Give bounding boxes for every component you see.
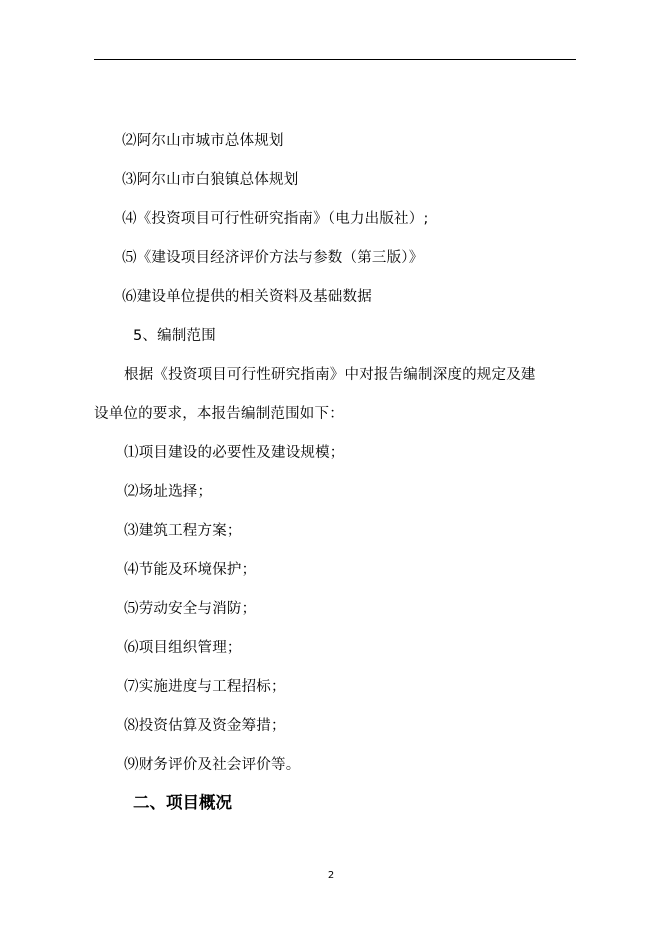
reference-item-6: ⑹建设单位提供的相关资料及基础数据	[122, 289, 372, 305]
reference-item-3: ⑶阿尔山市白狼镇总体规划	[122, 172, 299, 188]
reference-item-4: ⑷《投资项目可行性研究指南》（电力出版社）;	[122, 211, 429, 227]
scope-item-1: ⑴项目建设的必要性及建设规模；	[124, 445, 345, 461]
paragraph-line-2: 设单位的要求，本报告编制范围如下：	[94, 406, 344, 422]
section-5-title: 5、编制范围	[133, 328, 216, 344]
page-number: 2	[327, 870, 335, 881]
scope-item-6: ⑹项目组织管理；	[124, 640, 242, 656]
scope-item-3: ⑶建筑工程方案；	[124, 523, 242, 539]
scope-item-7: ⑺实施进度与工程招标；	[124, 679, 286, 695]
paragraph-line-1: 根据《投资项目可行性研究指南》中对报告编制深度的规定及建	[124, 367, 536, 383]
reference-item-2: ⑵阿尔山市城市总体规划	[122, 133, 284, 149]
reference-item-5: ⑸《建设项目经济评价方法与参数（第三版）》	[122, 250, 424, 266]
header-rule	[94, 59, 576, 60]
scope-item-4: ⑷节能及环境保护；	[124, 562, 257, 578]
section-heading: 二、项目概况	[133, 793, 232, 812]
scope-item-9: ⑼财务评价及社会评价等。	[124, 757, 301, 773]
scope-item-5: ⑸劳动安全与消防；	[124, 601, 257, 617]
scope-item-8: ⑻投资估算及资金筹措；	[124, 718, 286, 734]
scope-item-2: ⑵场址选择；	[124, 484, 213, 500]
